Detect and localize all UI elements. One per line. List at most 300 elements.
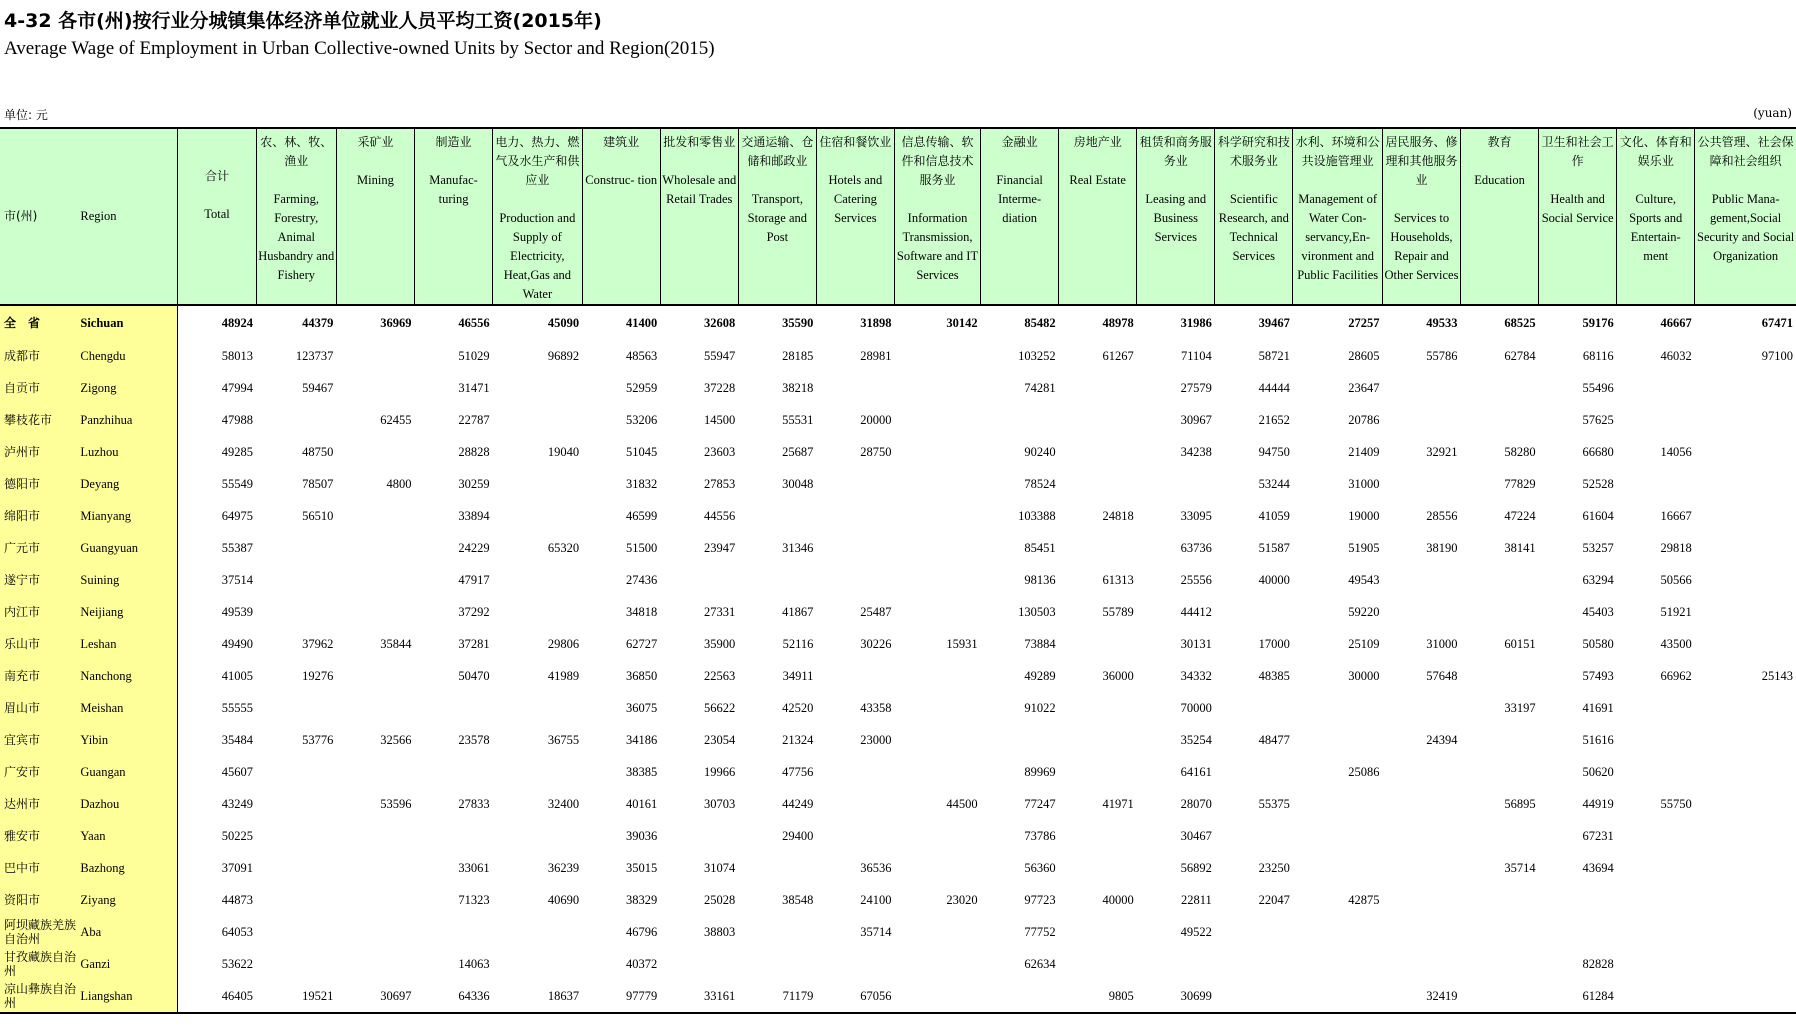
- table-cell: 49289: [1024, 668, 1056, 683]
- table-cell: 25086: [1348, 764, 1380, 779]
- table-cell: 25687: [782, 444, 814, 459]
- table-cell: [1695, 500, 1796, 532]
- table-cell: 57648: [1426, 668, 1458, 683]
- table-cell: 41005: [221, 668, 254, 683]
- header-col-cn: 交通运输、仓储和邮政业: [741, 135, 814, 168]
- table-cell: 22047: [1258, 892, 1290, 907]
- header-col-9: [894, 128, 980, 305]
- row-region-cn: 宜宾市: [0, 724, 80, 756]
- table-cell: [336, 916, 414, 948]
- table-cell: 71104: [1181, 348, 1212, 363]
- table-cell: [336, 852, 414, 884]
- table-cell: [894, 948, 980, 980]
- table-cell: 40000: [1258, 572, 1290, 587]
- table-cell: 32400: [547, 796, 580, 811]
- table-cell: [1059, 628, 1137, 660]
- table-cell: 23578: [458, 732, 490, 747]
- table-cell: 28605: [1348, 348, 1380, 363]
- table-cell: 37228: [704, 380, 736, 395]
- header-col-3: [415, 128, 493, 305]
- table-cell: 37292: [458, 604, 490, 619]
- table-cell: 43249: [221, 796, 254, 811]
- row-region-en: Aba: [80, 916, 178, 948]
- table-cell: 29400: [782, 828, 814, 843]
- row-region-cn: 绵阳市: [0, 500, 80, 532]
- table-cell: 50620: [1582, 764, 1614, 779]
- table-cell: [981, 724, 1059, 756]
- table-cell: [738, 916, 816, 948]
- table-cell: 55750: [1660, 796, 1692, 811]
- table-cell: [256, 948, 336, 980]
- table-cell: 24100: [860, 892, 892, 907]
- table-cell: [660, 820, 738, 852]
- table-cell: 48385: [1258, 668, 1290, 683]
- table-cell: 37514: [221, 572, 254, 587]
- table-cell: 48477: [1258, 732, 1290, 747]
- table-cell: 32566: [380, 732, 412, 747]
- table-cell: 35714: [1504, 860, 1536, 875]
- header-col-en: Scientific Research, and Technical Services: [1218, 192, 1289, 263]
- table-cell: 35254: [1180, 732, 1212, 747]
- header-col-cn: 卫生和社会工作: [1541, 135, 1614, 168]
- table-cell: 56622: [704, 700, 736, 715]
- table-cell: 97779: [582, 980, 660, 1013]
- table-cell: 53206: [625, 412, 658, 427]
- table-row: [0, 788, 1796, 820]
- table-cell: 14063: [458, 956, 490, 971]
- table-row: [0, 468, 1796, 500]
- table-cell: [894, 980, 980, 1013]
- table-cell: [1382, 692, 1460, 724]
- table-cell: [660, 564, 738, 596]
- header-col-19: [1695, 128, 1796, 305]
- row-region-en: Luzhou: [80, 436, 178, 468]
- header-col-cn: 文化、体育和娱乐业: [1619, 135, 1692, 168]
- table-cell: [1461, 372, 1539, 404]
- table-cell: 40161: [625, 796, 658, 811]
- row-region-en: Bazhong: [80, 852, 178, 884]
- table-cell: 55555: [221, 700, 254, 715]
- table-cell: 41989: [547, 668, 580, 683]
- header-col-en: Production and Supply of Electricity, Heat,Gas and Water: [499, 211, 576, 301]
- table-cell: [738, 948, 816, 980]
- table-cell: [1137, 948, 1215, 980]
- table-cell: [1059, 404, 1137, 436]
- row-region-en: Nanchong: [80, 660, 178, 692]
- table-cell: 19521: [256, 980, 336, 1013]
- table-cell: [1293, 852, 1383, 884]
- row-region-en: Yibin: [80, 724, 178, 756]
- table-cell: 57493: [1582, 668, 1614, 683]
- table-cell: 49543: [1348, 572, 1380, 587]
- table-cell: 30000: [1348, 668, 1380, 683]
- table-cell: 55496: [1582, 380, 1614, 395]
- table-cell: 130503: [1018, 604, 1056, 619]
- table-cell: [816, 532, 894, 564]
- table-cell: [336, 436, 414, 468]
- table-cell: 45607: [221, 764, 254, 779]
- table-cell: [493, 372, 583, 404]
- table-cell: 51029: [458, 348, 490, 363]
- table-row: [0, 916, 1796, 948]
- table-cell: [1617, 468, 1695, 500]
- table-cell: [894, 756, 980, 788]
- table-cell: 36536: [860, 860, 892, 875]
- table-cell: 34238: [1180, 444, 1212, 459]
- table-cell: 16667: [1660, 508, 1692, 523]
- table-cell: [493, 500, 583, 532]
- table-cell: 35900: [704, 636, 736, 651]
- row-region-cn: 广元市: [0, 532, 80, 564]
- table-cell: 41691: [1582, 700, 1614, 715]
- table-cell: [1215, 596, 1293, 628]
- row-region-cn: 全 省: [0, 305, 80, 340]
- table-cell: [1617, 724, 1695, 756]
- table-cell: 40690: [547, 892, 580, 907]
- table-cell: [1617, 404, 1695, 436]
- table-cell: 51616: [1582, 732, 1614, 747]
- table-cell: 48978: [1059, 305, 1137, 340]
- table-cell: 37091: [221, 860, 254, 875]
- table-cell: [1695, 756, 1796, 788]
- table-cell: 30697: [336, 980, 414, 1013]
- table-cell: 33161: [660, 980, 738, 1013]
- table-cell: 40000: [1102, 892, 1134, 907]
- table-cell: 14056: [1660, 444, 1692, 459]
- unit-label-cn: 单位: 元: [4, 108, 48, 122]
- table-cell: [1059, 436, 1137, 468]
- row-region-cn: 达州市: [0, 788, 80, 820]
- table-body: [0, 305, 1796, 1013]
- table-cell: 23647: [1348, 380, 1380, 395]
- row-region-cn: 广安市: [0, 756, 80, 788]
- header-region-cn-label: 市(州): [4, 209, 38, 223]
- table-cell: [256, 756, 336, 788]
- table-cell: 67471: [1695, 305, 1796, 340]
- table-cell: [1695, 916, 1796, 948]
- table-cell: [336, 596, 414, 628]
- table-cell: 27579: [1180, 380, 1212, 395]
- header-col-4: [493, 128, 583, 305]
- table-cell: 41059: [1258, 508, 1290, 523]
- header-col-cn: 房地产业: [1073, 135, 1122, 149]
- table-cell: [1617, 980, 1695, 1013]
- row-region-en: Leshan: [80, 628, 178, 660]
- table-cell: 51500: [625, 540, 658, 555]
- table-cell: 94750: [1258, 444, 1290, 459]
- table-cell: [894, 340, 980, 372]
- table-cell: 14500: [704, 412, 736, 427]
- header-col-en: Financial Interme- diation: [996, 173, 1043, 225]
- table-cell: 96892: [547, 348, 580, 363]
- header-col-0: [178, 128, 256, 305]
- header-col-en: Farming, Forestry, Animal Husbandry and Fishery: [258, 192, 335, 282]
- table-cell: [336, 756, 414, 788]
- header-col-10: [981, 128, 1059, 305]
- row-region-cn: 甘孜藏族自治州: [0, 948, 80, 980]
- table-cell: 91022: [1024, 700, 1056, 715]
- header-col-cn: 农、林、牧、渔业: [260, 135, 333, 168]
- table-cell: [1695, 532, 1796, 564]
- table-cell: [1695, 436, 1796, 468]
- header-region-en-label: Region: [80, 209, 117, 223]
- table-cell: [816, 788, 894, 820]
- table-cell: [1695, 372, 1796, 404]
- header-col-en: Public Mana- gement,Social Security and Social Organization: [1697, 192, 1795, 263]
- table-cell: 53622: [221, 956, 254, 971]
- header-col-cn: 采矿业: [357, 135, 394, 149]
- table-cell: 49522: [1180, 924, 1212, 939]
- table-cell: [1382, 916, 1460, 948]
- header-col-en: Education: [1474, 173, 1525, 187]
- row-region-en: Neijiang: [80, 596, 178, 628]
- row-region-en: Meishan: [80, 692, 178, 724]
- table-row: [0, 980, 1796, 1013]
- table-cell: 24229: [458, 540, 490, 555]
- table-cell: 37281: [458, 636, 490, 651]
- table-row: [0, 724, 1796, 756]
- header-col-18: [1617, 128, 1695, 305]
- table-cell: 53596: [380, 796, 412, 811]
- header-col-en: Total: [204, 207, 230, 221]
- table-cell: [493, 948, 583, 980]
- table-cell: 48750: [302, 444, 334, 459]
- table-cell: [1382, 596, 1460, 628]
- table-cell: 41971: [1102, 796, 1134, 811]
- header-col-en: Transport, Storage and Post: [747, 192, 808, 244]
- table-row: [0, 948, 1796, 980]
- table-cell: 55789: [1102, 604, 1134, 619]
- table-row: [0, 820, 1796, 852]
- table-cell: 4800: [386, 476, 412, 491]
- table-cell: 61313: [1102, 572, 1134, 587]
- table-cell: [738, 852, 816, 884]
- header-col-16: [1461, 128, 1539, 305]
- row-region-en: Guangan: [80, 756, 178, 788]
- table-cell: 47988: [221, 412, 254, 427]
- table-cell: [1461, 884, 1539, 916]
- table-cell: [1461, 660, 1539, 692]
- table-row: [0, 305, 1796, 340]
- wage-table: [0, 127, 1796, 1014]
- table-cell: 27436: [625, 572, 658, 587]
- table-cell: 32921: [1426, 444, 1458, 459]
- table-cell: 38803: [704, 924, 736, 939]
- header-region-cn: [0, 128, 80, 305]
- header-col-5: [582, 128, 660, 305]
- table-cell: [1617, 820, 1695, 852]
- table-cell: 52116: [782, 636, 814, 651]
- table-cell: [1382, 756, 1460, 788]
- table-cell: [894, 436, 980, 468]
- table-cell: [493, 692, 583, 724]
- table-cell: [1137, 468, 1215, 500]
- table-cell: [1382, 788, 1460, 820]
- table-cell: 56510: [302, 508, 334, 523]
- table-cell: [1617, 756, 1695, 788]
- header-col-17: [1539, 128, 1617, 305]
- table-cell: 59176: [1539, 305, 1617, 340]
- table-cell: 65320: [547, 540, 580, 555]
- table-cell: 49539: [221, 604, 254, 619]
- table-cell: 38190: [1426, 540, 1458, 555]
- table-cell: 51921: [1660, 604, 1692, 619]
- table-cell: [1293, 788, 1383, 820]
- row-region-cn: 资阳市: [0, 884, 80, 916]
- table-cell: [415, 692, 493, 724]
- table-cell: [256, 596, 336, 628]
- table-cell: 58721: [1258, 348, 1290, 363]
- table-cell: 56892: [1180, 860, 1212, 875]
- table-cell: 31074: [704, 860, 736, 875]
- table-cell: [1461, 948, 1539, 980]
- table-cell: 47224: [1504, 508, 1536, 523]
- table-cell: 46599: [625, 508, 658, 523]
- table-cell: 43358: [860, 700, 892, 715]
- table-row: [0, 404, 1796, 436]
- table-cell: 39036: [625, 828, 658, 843]
- table-cell: [1695, 468, 1796, 500]
- table-cell: 36075: [625, 700, 658, 715]
- table-cell: [336, 820, 414, 852]
- table-cell: [1059, 820, 1137, 852]
- row-region-en: Dazhou: [80, 788, 178, 820]
- row-region-en: Guangyuan: [80, 532, 178, 564]
- table-cell: 28185: [782, 348, 814, 363]
- header-col-cn: 电力、热力、燃气及水生产和供应业: [495, 135, 580, 187]
- row-region-en: Deyang: [80, 468, 178, 500]
- table-cell: [1695, 980, 1796, 1013]
- table-cell: [493, 596, 583, 628]
- table-cell: 43500: [1660, 636, 1692, 651]
- table-cell: 97100: [1761, 348, 1793, 363]
- table-cell: 44412: [1180, 604, 1212, 619]
- table-cell: 53257: [1582, 540, 1614, 555]
- table-cell: [1215, 692, 1293, 724]
- table-cell: 77247: [1024, 796, 1056, 811]
- table-cell: [1382, 372, 1460, 404]
- table-cell: [1461, 564, 1539, 596]
- table-cell: [1617, 372, 1695, 404]
- table-cell: 58013: [221, 348, 254, 363]
- table-cell: [894, 916, 980, 948]
- table-cell: [894, 852, 980, 884]
- table-cell: 46556: [415, 305, 493, 340]
- table-cell: [1695, 884, 1796, 916]
- table-cell: [1617, 948, 1695, 980]
- table-cell: [1695, 628, 1796, 660]
- table-cell: [1695, 820, 1796, 852]
- table-cell: 38218: [782, 380, 814, 395]
- table-cell: 24818: [1102, 508, 1134, 523]
- table-cell: [493, 820, 583, 852]
- header-col-cn: 信息传输、软件和信息技术服务业: [901, 135, 974, 187]
- table-cell: [1382, 820, 1460, 852]
- table-cell: [816, 500, 894, 532]
- header-region-en: [80, 128, 178, 305]
- table-cell: 77752: [1024, 924, 1056, 939]
- table-cell: [415, 916, 493, 948]
- table-cell: [493, 916, 583, 948]
- unit-label-en: (yuan): [1753, 106, 1792, 120]
- header-col-8: [816, 128, 894, 305]
- table-cell: 25109: [1348, 636, 1380, 651]
- table-cell: [1695, 596, 1796, 628]
- table-cell: [256, 788, 336, 820]
- table-cell: 19966: [704, 764, 736, 779]
- table-cell: 25556: [1180, 572, 1212, 587]
- header-col-cn: 建筑业: [603, 135, 640, 149]
- table-row: [0, 884, 1796, 916]
- table-cell: 38141: [1504, 540, 1536, 555]
- table-cell: 33095: [1180, 508, 1212, 523]
- table-cell: 47756: [782, 764, 814, 779]
- header-col-en: Hotels and Catering Services: [828, 173, 883, 225]
- table-cell: [1695, 564, 1796, 596]
- table-cell: [336, 948, 414, 980]
- table-cell: 28981: [860, 348, 892, 363]
- header-col-cn: 制造业: [435, 135, 472, 149]
- table-cell: 28750: [860, 444, 892, 459]
- table-cell: 35484: [221, 732, 254, 747]
- table-cell: 27853: [704, 476, 736, 491]
- table-row: [0, 692, 1796, 724]
- table-cell: 62727: [625, 636, 658, 651]
- table-cell: [256, 404, 336, 436]
- table-cell: [816, 820, 894, 852]
- table-cell: [415, 756, 493, 788]
- table-cell: 36850: [625, 668, 658, 683]
- table-cell: [816, 372, 894, 404]
- table-cell: [493, 564, 583, 596]
- table-cell: 48924: [178, 305, 256, 340]
- table-cell: [336, 532, 414, 564]
- table-cell: 64975: [221, 508, 254, 523]
- table-row: [0, 852, 1796, 884]
- table-cell: [1461, 404, 1539, 436]
- table-cell: 28070: [1180, 796, 1212, 811]
- table-cell: 62784: [1504, 348, 1536, 363]
- table-cell: 36239: [547, 860, 580, 875]
- table-cell: 77829: [1504, 476, 1536, 491]
- table-cell: 37962: [302, 636, 334, 651]
- table-cell: 33061: [458, 860, 490, 875]
- table-cell: 27331: [704, 604, 736, 619]
- table-cell: 41867: [782, 604, 814, 619]
- header-col-cn: 教育: [1487, 135, 1512, 149]
- table-cell: [256, 692, 336, 724]
- table-row: [0, 340, 1796, 372]
- table-cell: 62634: [1024, 956, 1056, 971]
- table-cell: [1215, 820, 1293, 852]
- table-cell: 46405: [178, 980, 256, 1013]
- row-region-cn: 巴中市: [0, 852, 80, 884]
- table-cell: 42875: [1348, 892, 1380, 907]
- row-region-en: Mianyang: [80, 500, 178, 532]
- table-cell: 98136: [1024, 572, 1056, 587]
- table-cell: 59220: [1348, 604, 1380, 619]
- header-col-12: [1137, 128, 1215, 305]
- table-cell: 20786: [1348, 412, 1380, 427]
- table-cell: 123737: [295, 348, 334, 363]
- table-cell: [1293, 948, 1383, 980]
- table-cell: [894, 500, 980, 532]
- table-cell: 27833: [458, 796, 490, 811]
- table-cell: 61284: [1539, 980, 1617, 1013]
- header-col-en: Information Transmission, Software and IT Services: [896, 211, 979, 282]
- table-cell: 56360: [1024, 860, 1056, 875]
- table-cell: [1461, 820, 1539, 852]
